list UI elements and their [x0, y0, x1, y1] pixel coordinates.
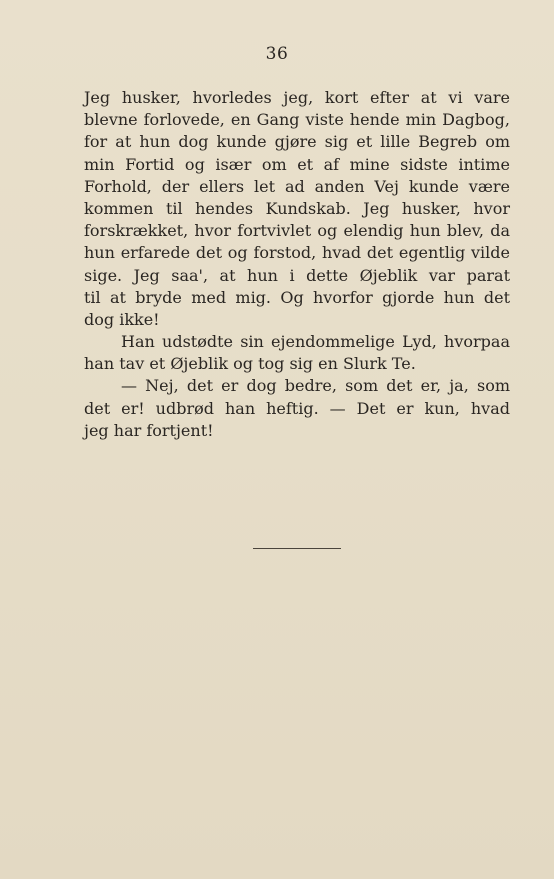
section-divider-rule — [253, 548, 341, 549]
text-line: det er! udbrød han heftig. — Det er kun, hvad — [84, 398, 510, 418]
text-line: blevne forlovede, en Gang viste hende min Dagbog, — [84, 110, 510, 130]
text-line: Forhold, der ellers let ad anden Vej kunde være — [84, 176, 510, 196]
text-line: han tav et Øjeblik og tog sig en Slurk Te. — [84, 354, 416, 374]
page-number: 36 — [265, 44, 289, 64]
text-line: kommen til hendes Kundskab. Jeg husker, hvor — [84, 198, 510, 218]
text-line: til at bryde med mig. Og hvorfor gjorde hun det — [84, 287, 510, 307]
body-text — [84, 87, 510, 442]
text-line: sige. Jeg saa', at hun i dette Øjeblik var parat — [84, 265, 510, 285]
text-line: — Nej, det er dog bedre, som det er, ja, som — [121, 376, 510, 396]
text-line: Jeg husker, hvorledes jeg, kort efter at vi vare — [84, 88, 510, 107]
text-line: for at hun dog kunde gjøre sig et lille Begreb om — [84, 132, 510, 152]
text-line: forskrækket, hvor fortvivlet og elendig hun blev, da — [84, 221, 510, 241]
text-line: hun erfarede det og forstod, hvad det egentlig vilde — [84, 243, 510, 263]
text-line: min Fortid og især om et af mine sidste intime — [84, 154, 510, 174]
text-line: dog ikke! — [84, 309, 160, 329]
text-line: Han udstødte sin ejendommelige Lyd, hvorpaa — [121, 332, 510, 352]
text-line: jeg har fortjent! — [84, 420, 214, 440]
